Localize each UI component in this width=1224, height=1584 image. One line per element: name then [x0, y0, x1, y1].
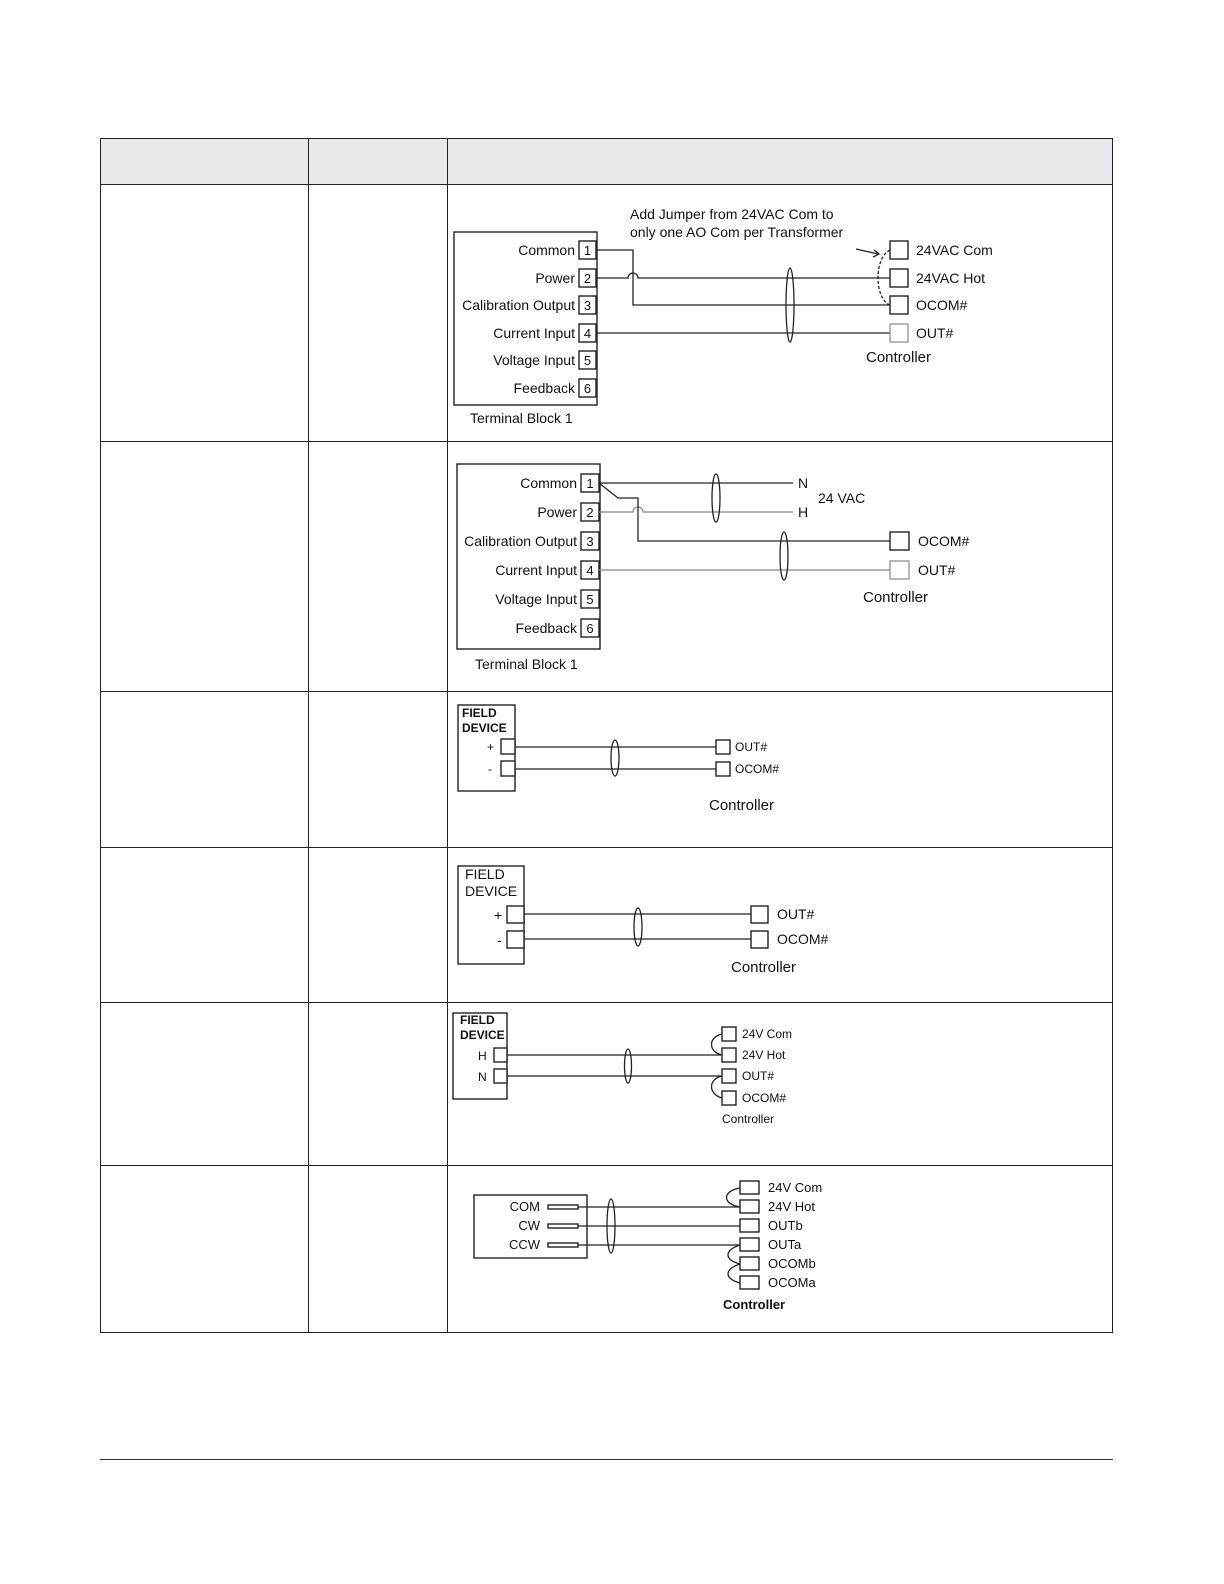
ctrl-terminal-label: OUT#: [742, 1069, 775, 1083]
terminal-number: 1: [583, 243, 592, 258]
ctrl-terminal-box: [740, 1257, 759, 1270]
cable-shield: [712, 474, 720, 522]
device-terminal-box: [507, 931, 524, 948]
controller-label: Controller: [709, 797, 775, 814]
ctrl-terminal-box: [890, 296, 908, 314]
ctrl-terminal-box: [716, 762, 730, 776]
jumper-wire: [727, 1188, 741, 1207]
plus-label: +: [487, 740, 495, 754]
controller-label: Controller: [722, 1112, 775, 1126]
ctrl-terminal-label: 24V Hot: [742, 1048, 786, 1062]
terminal-label: Power: [535, 270, 575, 286]
ctrl-terminal-box: [751, 906, 768, 923]
ctrl-terminal-label: OCOM#: [918, 533, 970, 549]
ctrl-terminal-label: OUT#: [916, 325, 954, 341]
wiring-diagram-6: [448, 1166, 1113, 1331]
jumper-wire: [728, 1245, 740, 1264]
field-device-label-1: FIELD: [460, 1013, 495, 1027]
terminal-label: Power: [537, 504, 577, 520]
ctrl-terminal-label: OUTa: [768, 1237, 802, 1252]
ctrl-terminal-box: [890, 324, 908, 342]
ctrl-terminal-box: [890, 561, 909, 579]
terminal-label: Voltage Input: [495, 591, 577, 607]
actuator-lead: [548, 1205, 578, 1209]
actuator-lead: [548, 1224, 578, 1228]
supply-n-label: N: [798, 475, 809, 491]
ctrl-terminal-box: [740, 1181, 759, 1194]
controller-label: Controller: [723, 1297, 786, 1312]
row-5-cell-2: [309, 1003, 448, 1166]
terminal-label: Feedback: [513, 380, 575, 396]
row-4-cell-2: [309, 848, 448, 1003]
header-cell-3: [448, 139, 1113, 185]
ctrl-terminal-label: OCOM#: [777, 931, 829, 947]
device-terminal-box: [501, 739, 515, 754]
ctrl-terminal-box: [890, 241, 908, 259]
ctrl-terminal-box: [722, 1027, 736, 1041]
wiring-diagram-1: [448, 185, 1113, 440]
cable-shield: [611, 740, 619, 776]
ctrl-terminal-label: OUTb: [768, 1218, 803, 1233]
row-1-cell-1: [101, 185, 309, 442]
ctrl-terminal-label: 24V Com: [742, 1027, 793, 1041]
cable-shield: [780, 532, 788, 580]
wiring-table: [100, 138, 1113, 1333]
jumper-wire: [712, 1034, 723, 1055]
terminal-number: 1: [586, 476, 594, 491]
n-label: N: [478, 1070, 487, 1084]
ctrl-terminal-box: [751, 931, 768, 948]
actuator-terminal-label: COM: [509, 1199, 540, 1214]
table-row: [101, 442, 1113, 692]
terminal-number: 2: [586, 505, 594, 520]
table-row: [101, 1166, 1113, 1333]
jumper-note-line1: Add Jumper from 24VAC Com to: [630, 206, 834, 222]
device-terminal-box: [494, 1069, 507, 1083]
ctrl-terminal-label: OUT#: [777, 906, 815, 922]
ctrl-terminal-label: OCOMa: [768, 1275, 816, 1290]
controller-label: Controller: [731, 959, 797, 976]
header-cell-2: [309, 139, 448, 185]
actuator-lead: [548, 1243, 578, 1247]
row-4-cell-1: [101, 848, 309, 1003]
ctrl-terminal-box: [740, 1238, 759, 1251]
ctrl-terminal-label: OUT#: [918, 562, 956, 578]
terminal-number: 4: [583, 326, 592, 341]
ctrl-terminal-label: 24VAC Com: [916, 242, 993, 258]
ctrl-terminal-box: [890, 269, 908, 287]
row-5-diagram-cell: [448, 1003, 1113, 1166]
supply-label: 24 VAC: [818, 490, 866, 506]
table-row: [101, 1003, 1113, 1166]
terminal-label: Calibration Output: [462, 297, 575, 313]
ctrl-terminal-label: OCOM#: [742, 1091, 787, 1105]
terminal-label: Voltage Input: [493, 352, 575, 368]
ctrl-terminal-label: 24V Com: [768, 1180, 823, 1195]
ctrl-terminal-label: OCOM#: [735, 762, 780, 776]
wire-hot: [599, 507, 793, 512]
wiring-diagram-3: [448, 692, 1113, 846]
terminal-number: 5: [586, 592, 594, 607]
device-terminal-box: [507, 906, 524, 923]
terminal-label: Current Input: [493, 325, 575, 341]
table-row: [101, 848, 1113, 1003]
ctrl-terminal-label: 24V Hot: [768, 1199, 815, 1214]
row-3-cell-2: [309, 692, 448, 848]
minus-label: -: [497, 932, 502, 948]
terminal-number: 6: [583, 381, 592, 396]
terminal-number: 6: [586, 621, 594, 636]
terminal-label: Feedback: [515, 620, 577, 636]
ctrl-terminal-box: [722, 1069, 736, 1083]
field-device-label-1: FIELD: [462, 706, 497, 720]
terminal-label: Calibration Output: [464, 533, 577, 549]
terminal-block-label: Terminal Block 1: [470, 410, 573, 426]
row-3-diagram-cell: [448, 692, 1113, 848]
terminal-label: Common: [518, 242, 575, 258]
table-header-row: [101, 139, 1113, 185]
controller-label: Controller: [866, 349, 932, 366]
row-1-cell-2: [309, 185, 448, 442]
terminal-number: 4: [586, 563, 594, 578]
field-device-label-1: FIELD: [465, 866, 505, 882]
terminal-number: 3: [586, 534, 594, 549]
field-device-label-2: DEVICE: [462, 721, 507, 735]
ctrl-terminal-label: OUT#: [735, 740, 768, 754]
ctrl-terminal-box: [740, 1276, 759, 1289]
table-row: [101, 692, 1113, 848]
wire-power: [596, 273, 890, 278]
jumper-wire: [712, 1076, 723, 1098]
field-device-label-2: DEVICE: [460, 1028, 505, 1042]
row-2-cell-1: [101, 442, 309, 692]
device-terminal-box: [494, 1048, 507, 1062]
field-device-label-2: DEVICE: [465, 883, 518, 899]
row-2-cell-2: [309, 442, 448, 692]
actuator-terminal-label: CCW: [508, 1237, 540, 1252]
ctrl-terminal-box: [722, 1048, 736, 1062]
row-3-cell-1: [101, 692, 309, 848]
terminal-number: 5: [583, 353, 592, 368]
row-2-diagram-cell: [448, 442, 1113, 692]
row-5-cell-1: [101, 1003, 309, 1166]
jumper-note-line2: only one AO Com per Transformer: [630, 224, 844, 240]
jumper-wire: [728, 1264, 740, 1283]
row-1-diagram-cell: [448, 185, 1113, 442]
cable-shield: [625, 1049, 632, 1083]
wiring-diagram-4: [448, 848, 1113, 1001]
ctrl-terminal-label: 24VAC Hot: [916, 270, 985, 286]
minus-label: -: [488, 762, 492, 776]
row-4-diagram-cell: [448, 848, 1113, 1003]
plus-label: +: [494, 907, 503, 923]
row-6-cell-2: [309, 1166, 448, 1333]
wiring-diagram-5: [448, 1003, 1113, 1164]
ctrl-terminal-box: [740, 1219, 759, 1232]
ctrl-terminal-label: OCOM#: [916, 297, 968, 313]
h-label: H: [478, 1049, 487, 1063]
table-row: [101, 185, 1113, 442]
footer-divider: [100, 1459, 1113, 1460]
ctrl-terminal-label: OCOMb: [768, 1256, 816, 1271]
ctrl-terminal-box: [740, 1200, 759, 1213]
supply-h-label: H: [798, 504, 809, 520]
terminal-label: Common: [520, 475, 577, 491]
terminal-number: 3: [583, 298, 592, 313]
header-cell-1: [101, 139, 309, 185]
row-6-cell-1: [101, 1166, 309, 1333]
terminal-number: 2: [583, 271, 592, 286]
wiring-diagram-2: [448, 442, 1113, 690]
device-terminal-box: [501, 761, 515, 776]
controller-label: Controller: [863, 589, 929, 606]
ctrl-terminal-box: [722, 1091, 736, 1105]
ctrl-terminal-box: [890, 532, 909, 550]
terminal-label: Current Input: [495, 562, 577, 578]
ctrl-terminal-box: [716, 740, 730, 754]
actuator-terminal-label: CW: [518, 1218, 540, 1233]
row-6-diagram-cell: [448, 1166, 1113, 1333]
terminal-block-label: Terminal Block 1: [475, 656, 578, 672]
